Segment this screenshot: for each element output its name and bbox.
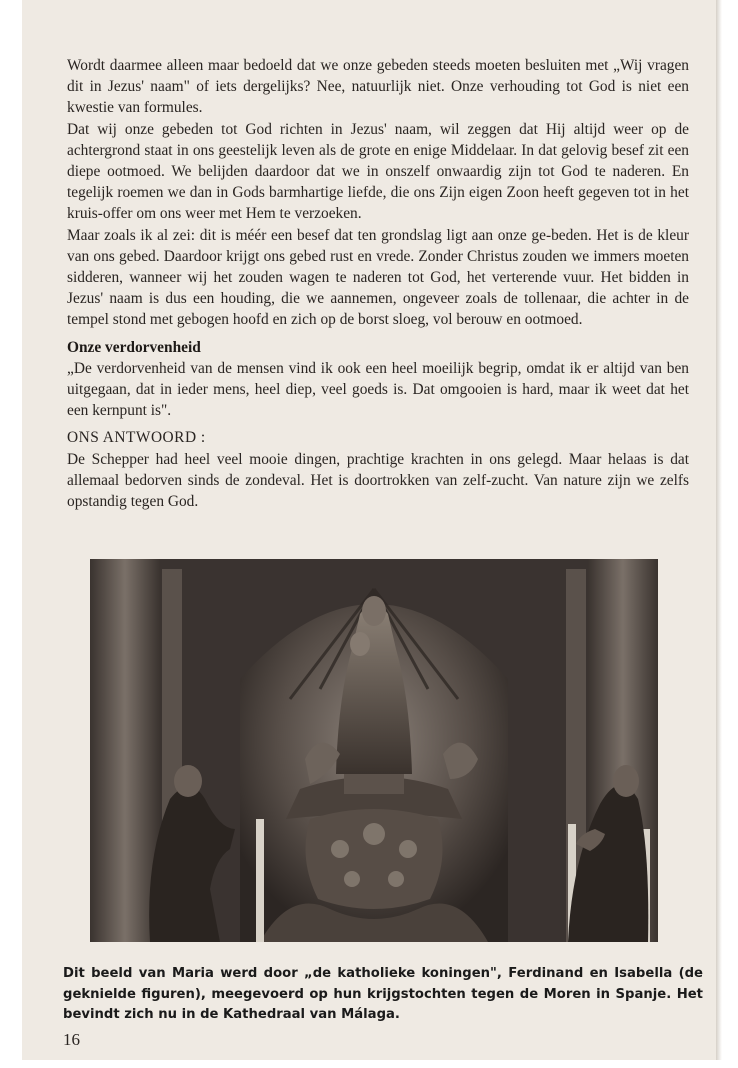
paragraph-2: Dat wij onze gebeden tot God richten in Jezus' naam, wil zeggen dat Hij altijd weer op de achtergrond staat in ons geestelijk leven als de grote en enige Middelaar. In dat gelovig besef zit een diepe ootmoed. We belijden daardoor dat we in onszelf onwaardig zijn tot God te naderen. En tegelijk roemen we dan in Gods barmhartige liefde, die ons Zijn eigen Zoon heeft gegeven tot in het kruis-offer om ons weer met Hem te verzoeken. bbox=[67, 120, 689, 223]
altar-illustration bbox=[90, 559, 658, 942]
altar-photo bbox=[90, 559, 658, 942]
book-page bbox=[22, 0, 716, 1060]
answer-paragraph: De Schepper had heel veel mooie dingen, prachtige krachten in ons gelegd. Maar helaas is dat allemaal bedorven sinds de zondeval. Het is doortrokken van zelf-zucht. Van nature zijn we zelfs opstandig tegen God. bbox=[67, 450, 689, 511]
page-number: 16 bbox=[63, 1030, 80, 1049]
paragraph-1: Wordt daarmee alleen maar bedoeld dat we onze gebeden steeds moeten besluiten met „Wij vragen dit in Jezus' naam" of iets dergelijks? Nee, natuurlijk niet. Onze verhouding tot God is niet een kwestie van formules. bbox=[67, 57, 689, 117]
main-text bbox=[67, 55, 689, 512]
paragraph-3: Maar zoals ik al zei: dit is méér een besef dat ten grondslag ligt aan onze ge-beden. Het is de kleur van ons gebed. Daardoor krijgt ons gebed rust en vrede. Zonder Christus zouden we immers moeten sidderen, wanneer wij het zouden wagen te naderen tot God, het verterende vuur. Het bidden in Jezus' naam is dus een houding, die we aannemen, ongeveer zoals de tollenaar, die achter in de tempel stond met gebogen hoofd en zich op de borst sloeg, vol berouw en ootmoed. bbox=[67, 226, 689, 329]
page-edge bbox=[716, 0, 722, 1060]
answer-heading: ONS ANTWOORD : bbox=[67, 429, 206, 447]
section-heading: Onze verdorvenheid bbox=[67, 338, 201, 356]
photo-caption: Dit beeld van Maria werd door „de katholieke koningen", Ferdinand en Isabella (de geknielde figuren), meegevoerd op hun krijgstochten tegen de Moren in Spanje. Het bevindt zich nu in de Kathedraal van Málaga. bbox=[63, 966, 703, 1022]
quote-paragraph: „De verdorvenheid van de mensen vind ik ook een heel moeilijk begrip, omdat ik er altijd van ben uitgegaan, dat in ieder mens, heel diep, veel goeds is. Dat omgooien is hard, maar ik weet dat het een kernpunt is". bbox=[67, 359, 689, 420]
